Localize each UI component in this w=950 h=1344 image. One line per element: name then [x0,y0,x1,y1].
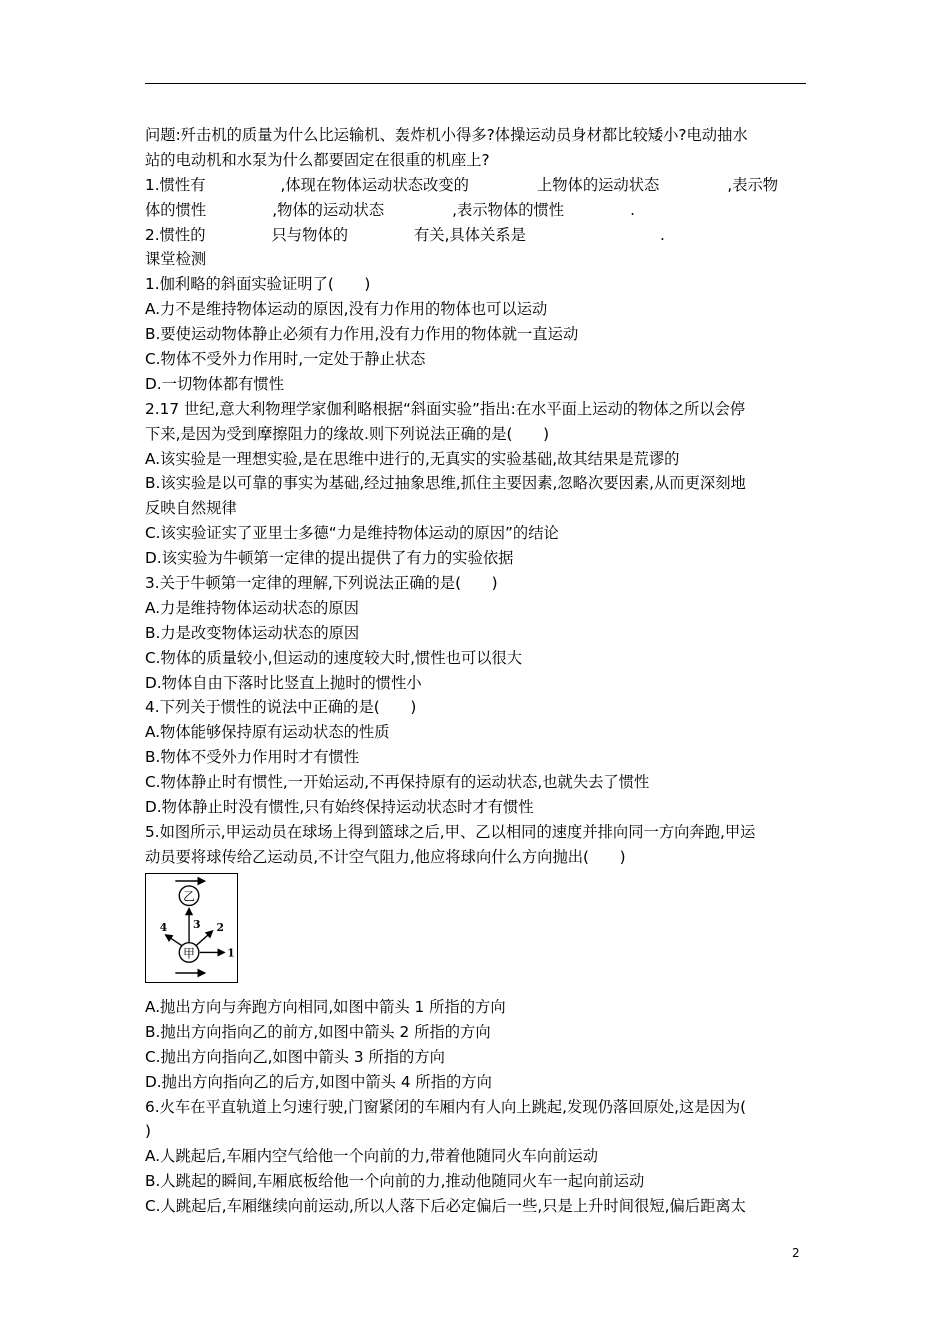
question-option: C.该实验证实了亚里士多德“力是维持物体运动的原因”的结论 [145,524,559,543]
intro-question-line-1: 问题:歼击机的质量为什么比运输机、轰炸机小得多?体操运动员身材都比较矮小?电动抽水 [145,126,748,144]
question-option: 反映自然规律 [145,499,237,518]
fill-text: 只与物体的 [271,225,348,244]
question-option: A.物体能够保持原有运动状态的性质 [145,723,390,742]
fill-blank-line-3 [145,223,809,248]
question-option: D.一切物体都有惯性 [145,374,285,393]
fill-text: ,物体的运动状态 [272,200,385,219]
arrow-4-label: 4 [159,920,168,934]
question-option: A.抛出方向与奔跑方向相同,如图中箭头 1 所指的方向 [145,998,506,1016]
header-rule [145,83,806,84]
arrow-2-label: 2 [216,920,224,934]
page-number: 2 [792,1246,800,1260]
fill-blank-line-2 [145,198,809,223]
fill-text: ,表示物 [727,175,779,194]
question-stem: 4.下列关于惯性的说法中正确的是( ) [145,698,417,717]
intro-question-line-2: 站的电动机和水泵为什么都要固定在很重的机座上? [145,150,490,169]
fill-text: 1.惯性有 [145,175,206,194]
question-option: D.物体静止时没有惯性,只有始终保持运动状态时才有惯性 [145,798,534,817]
fill-text: . [630,200,635,219]
question-option: C.人跳起后,车厢继续向前运动,所以人落下后必定偏后一些,只是上升时间很短,偏后距离太 [145,1197,746,1216]
question-stem: ) [145,1122,151,1141]
document-body-lower [145,995,809,1219]
player-bottom-label: 甲 [183,946,195,961]
question-stem: 下来,是因为受到摩擦阻力的缘故.则下列说法正确的是( ) [145,424,550,443]
arrow-3-label: 3 [192,918,201,931]
fill-text: ,表示物体的惯性 [452,200,565,219]
question-option: D.抛出方向指向乙的后方,如图中箭头 4 所指的方向 [145,1072,492,1091]
document-body [145,123,809,870]
arrow-2 [195,931,213,947]
fill-text: 2.惯性的 [145,225,206,244]
fill-text: 体的惯性 [145,200,207,219]
question-option: A.力是维持物体运动状态的原因 [145,598,359,617]
question-option: B.力是改变物体运动状态的原因 [145,623,360,642]
question-option: B.该实验是以可靠的事实为基础,经过抽象思维,抓住主要因素,忽略次要因素,从而更深刻地 [145,474,746,493]
question-stem: 动员要将球传给乙运动员,不计空气阻力,他应将球向什么方向抛出( ) [145,847,626,866]
fill-text: 上物体的运动状态 [536,175,660,194]
question-stem: 6.火车在平直轨道上匀速行驶,门窗紧闭的车厢内有人向上跳起,发现仍落回原处,这是因为( [145,1097,747,1116]
question-option: A.该实验是一理想实验,是在思维中进行的,无真实的实验基础,故其结果是荒谬的 [145,449,680,468]
question-option: B.要使运动物体静止必须有力作用,没有力作用的物体就一直运动 [145,325,579,344]
fill-text: . [659,225,665,244]
player-top-label: 乙 [183,889,195,904]
question-option: D.物体自由下落时比竖直上抛时的惯性小 [145,673,422,692]
q5-diagram-svg [146,874,237,982]
question-option: B.人跳起的瞬间,车厢底板给他一个向前的力,推动他随同火车一起向前运动 [145,1172,645,1191]
question-stem: 2.17 世纪,意大利物理学家伽利略根据“斜面实验”指出:在水平面上运动的物体之所以会停 [145,399,746,418]
fill-text: ,体现在物体运动状态改变的 [280,175,469,194]
section-title: 课堂检测 [145,250,207,269]
fill-blank-line-1 [145,173,809,198]
question-stem: 1.伽利略的斜面实验证明了( ) [145,275,371,294]
arrow-1-label: 1 [227,946,235,960]
question-option: C.物体不受外力作用时,一定处于静止状态 [145,350,426,369]
q5-diagram [145,873,238,983]
question-option: C.物体静止时有惯性,一开始运动,不再保持原有的运动状态,也就失去了惯性 [145,773,650,792]
question-stem: 3.关于牛顿第一定律的理解,下列说法正确的是( ) [145,574,498,593]
question-option: B.物体不受外力作用时才有惯性 [145,748,360,767]
question-option: C.抛出方向指向乙,如图中箭头 3 所指的方向 [145,1047,445,1066]
question-option: A.人跳起后,车厢内空气给他一个向前的力,带着他随同火车向前运动 [145,1147,599,1166]
question-option: B.抛出方向指向乙的前方,如图中箭头 2 所指的方向 [145,1022,491,1041]
question-option: A.力不是维持物体运动的原因,没有力作用的物体也可以运动 [145,300,548,319]
question-option: D.该实验为牛顿第一定律的提出提供了有力的实验依据 [145,549,514,568]
fill-text: 有关,具体关系是 [414,225,526,244]
question-option: C.物体的质量较小,但运动的速度较大时,惯性也可以很大 [145,648,523,667]
arrow-4 [166,935,184,947]
question-stem: 5.如图所示,甲运动员在球场上得到篮球之后,甲、乙以相同的速度并排向同一方向奔跑,甲运 [145,822,756,841]
